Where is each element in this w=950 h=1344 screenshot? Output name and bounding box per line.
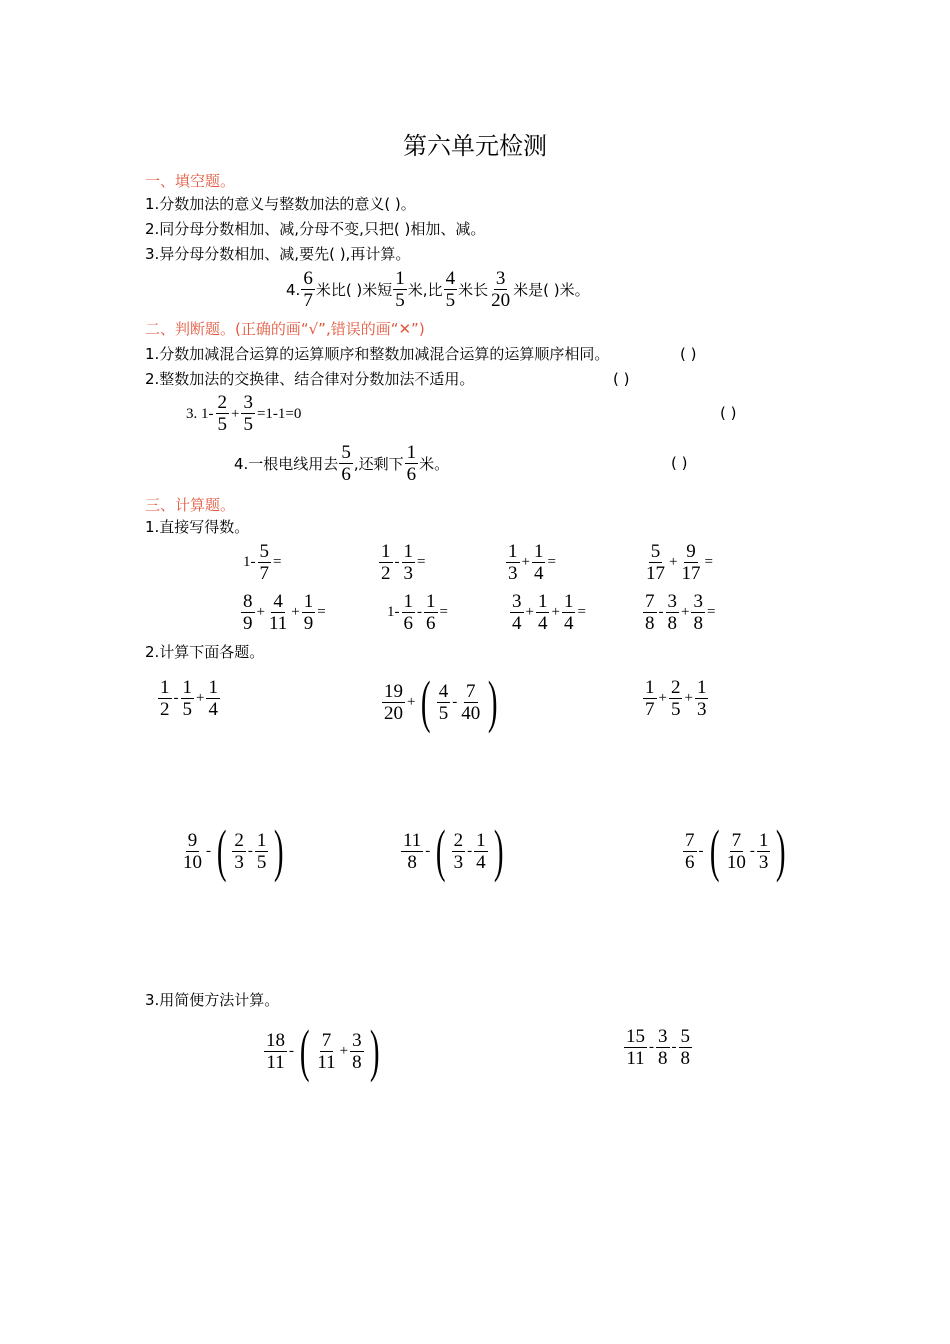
fraction: $\frac{7}{6}$ [685,829,695,873]
judge-question-3: 3. 1- $\frac{2}{5}$ + $\frac{3}{5}$ =1-1=0 [186,392,302,435]
fraction: $\frac{7}{10}$ [726,829,746,873]
fraction: $\frac{11}{8}$ [403,829,422,873]
fraction: $\frac{1}{4}$ [537,591,548,634]
fraction: $\frac{5}{8}$ [680,1026,690,1069]
fraction: $\frac{3}{5}$ [243,392,253,435]
calc-direct-item: $\frac{3}{4}$ + $\frac{1}{4}$ + $\frac{1}{4}$ = [512,591,586,634]
fraction: $\frac{1}{3}$ [696,677,707,720]
fraction: $\frac{5}{7}$ [259,541,269,584]
fraction: $\frac{6}{7}$ [303,268,313,311]
judge-question-2: 2.整数加法的交换律、结合律对分数加法不适用。 [145,370,475,388]
fraction: $\frac{3}{20}$ [491,268,511,311]
fraction: $\frac{2}{5}$ [670,677,681,720]
fraction: $\frac{18}{11}$ [266,1029,285,1073]
fraction: $\frac{5}{6}$ [341,442,351,485]
fraction: $\frac{1}{4}$ [533,541,544,584]
fraction: $\frac{3}{8}$ [352,1029,362,1073]
calc-expression: $\frac{18}{11}$ - ( $\frac{7}{11}$ + $\frac{3}{8}$ ) [266,1018,380,1083]
fraction: $\frac{1}{3}$ [403,541,413,584]
fraction: $\frac{4}{5}$ [438,680,449,724]
fraction: $\frac{15}{11}$ [626,1026,645,1069]
judge-answer-paren-1: ( ) [680,345,697,363]
fraction: $\frac{3}{8}$ [693,591,703,634]
fraction: $\frac{9}{10}$ [183,829,202,873]
calc-sub-heading-1: 1.直接写得数。 [145,518,250,536]
section-fill-heading: 一、填空题。 [145,172,236,190]
calc-expression: $\frac{11}{8}$ - ( $\frac{2}{3}$ - $\frac{1}{4}$ ) [403,818,504,883]
fraction: $\frac{9}{17}$ [681,541,701,584]
fraction: $\frac{1}{6}$ [403,591,413,634]
calc-sub-heading-3: 3.用简便方法计算。 [145,991,280,1009]
fraction: $\frac{1}{2}$ [160,677,170,720]
fraction: $\frac{1}{4}$ [208,677,218,720]
fill-question-2: 2.同分母分数相加、减,分母不变,只把( )相加、减。 [145,220,486,238]
section-judge-heading: 二、判断题。(正确的画“√”,错误的画“✕”) [145,320,425,338]
calc-direct-item: $\frac{1}{3}$ + $\frac{1}{4}$ = [508,541,556,584]
judge-answer-paren-3: ( ) [720,404,737,422]
calc-expression: $\frac{15}{11}$ - $\frac{3}{8}$ - $\frac{5}{8}$ [626,1026,690,1069]
fraction: $\frac{1}{2}$ [381,541,391,584]
fraction: $\frac{8}{9}$ [243,591,253,634]
fill-question-3: 3.异分母分数相加、减,要先( ),再计算。 [145,245,411,263]
fraction: $\frac{1}{9}$ [303,591,314,634]
fraction: $\frac{2}{5}$ [217,392,227,435]
calc-direct-item: $\frac{7}{8}$ - $\frac{3}{8}$ + $\frac{3}{8}$ = [645,591,716,634]
fraction: $\frac{1}{4}$ [476,829,486,873]
calc-direct-item: $\frac{8}{9}$ + $\frac{4}{11}$ + $\frac{1}{9}$ = [243,591,326,634]
fraction: $\frac{1}{5}$ [395,268,405,311]
judge-answer-paren-4: ( ) [671,454,688,472]
calc-direct-item: 1- $\frac{5}{7}$ = [243,541,282,584]
fraction: $\frac{3}{4}$ [512,591,522,634]
fill-question-1: 1.分数加法的意义与整数加法的意义( )。 [145,195,416,213]
page-title: 第六单元检测 [403,132,547,160]
fraction: $\frac{1}{7}$ [645,677,655,720]
fraction: $\frac{1}{3}$ [508,541,518,584]
calc-direct-item: $\frac{1}{2}$ - $\frac{1}{3}$ = [381,541,426,584]
calc-direct-item: 1- $\frac{1}{6}$ - $\frac{1}{6}$ = [387,591,448,634]
fraction: $\frac{4}{11}$ [268,591,288,634]
section-calc-heading: 三、计算题。 [145,496,236,514]
judge-answer-paren-2: ( ) [613,370,630,388]
calc-sub-heading-2: 2.计算下面各题。 [145,643,265,661]
fraction: $\frac{2}{3}$ [453,829,464,873]
calc-expression: $\frac{7}{6}$ - ( $\frac{7}{10}$ - $\frac{1}{3}$ ) [685,818,786,883]
judge-question-1: 1.分数加减混合运算的运算顺序和整数加减混合运算的运算顺序相同。 [145,345,610,363]
fraction: $\frac{7}{11}$ [317,1029,336,1073]
fraction: $\frac{1}{3}$ [758,829,769,873]
calc-direct-item: $\frac{5}{17}$ + $\frac{9}{17}$ = [646,541,713,584]
fraction: $\frac{2}{3}$ [234,829,244,873]
fraction: $\frac{5}{17}$ [646,541,665,584]
fill-question-4: 4. $\frac{6}{7}$ 米比( )米短 $\frac{1}{5}$ 米,比 $\frac{4}{5}$ 米长 $\frac{3}{20}$ 米是( )米。 [286,268,590,311]
fraction: $\frac{4}{5}$ [445,268,456,311]
judge-question-4: 4.一根电线用去 $\frac{5}{6}$ ,还剩下 $\frac{1}{6}$ 米。 [234,442,450,485]
calc-expression: $\frac{19}{20}$ + ( $\frac{4}{5}$ - $\frac{7}{40}$ ) [384,669,498,734]
fraction: $\frac{19}{20}$ [384,680,403,724]
calc-expression: $\frac{9}{10}$ - ( $\frac{2}{3}$ - $\frac{1}{5}$ ) [183,818,284,883]
fraction: $\frac{1}{6}$ [406,442,417,485]
fraction: $\frac{1}{6}$ [426,591,436,634]
fraction: $\frac{1}{5}$ [182,677,192,720]
calc-expression: $\frac{1}{7}$ + $\frac{2}{5}$ + $\frac{1}{3}$ [645,677,707,720]
fraction: $\frac{3}{8}$ [658,1026,668,1069]
fraction: $\frac{3}{8}$ [667,591,677,634]
fraction: $\frac{1}{4}$ [563,591,574,634]
fraction: $\frac{1}{5}$ [256,829,267,873]
fraction: $\frac{7}{40}$ [461,680,481,724]
calc-expression: $\frac{1}{2}$ - $\frac{1}{5}$ + $\frac{1}{4}$ [160,677,218,720]
fraction: $\frac{7}{8}$ [645,591,655,634]
